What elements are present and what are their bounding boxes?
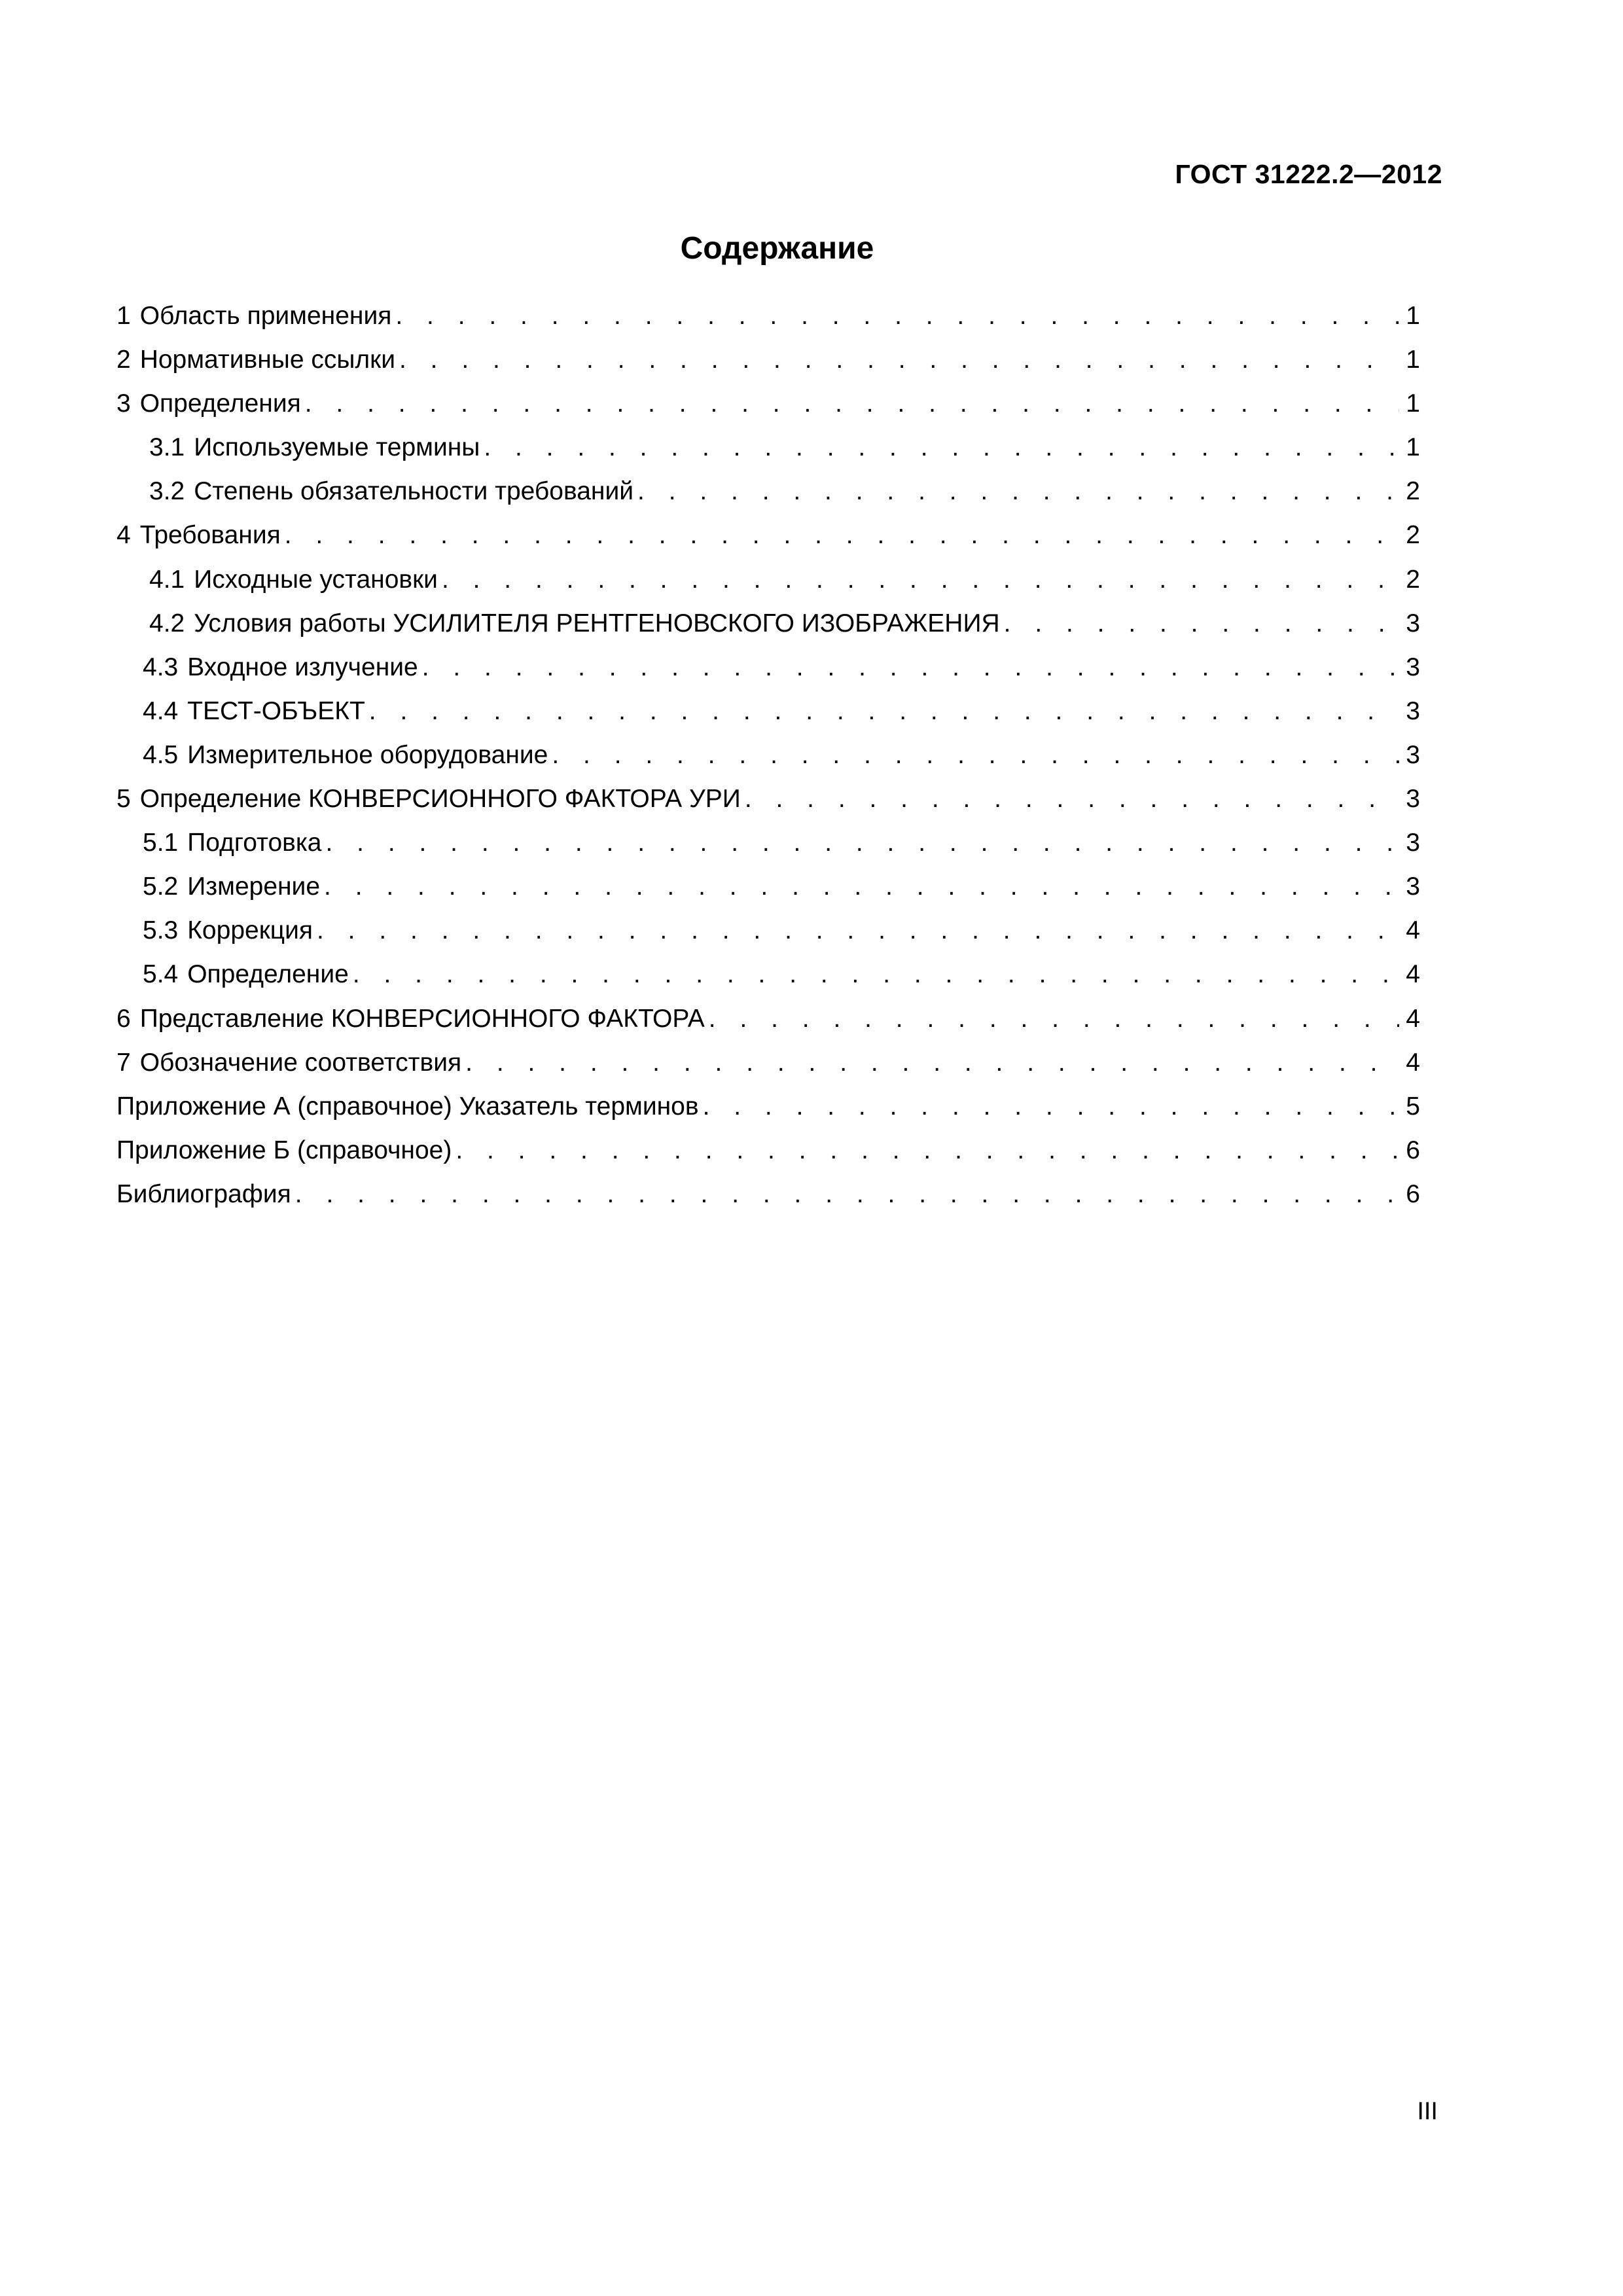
toc-entry-page: 3 — [1406, 872, 1420, 901]
toc-entry-title: Степень обязательности требований — [194, 477, 634, 506]
toc-entry-page: 3 — [1406, 696, 1420, 725]
toc-entry-title: Входное излучение — [187, 653, 418, 681]
dot-leader — [703, 1090, 1399, 1124]
toc-entry[interactable] — [116, 782, 1420, 826]
dot-leader — [395, 299, 1399, 333]
toc-entry-title: Исходные установки — [194, 565, 438, 594]
dot-leader — [637, 475, 1399, 509]
toc-entry-number: 6 — [116, 1004, 131, 1033]
toc-entry-page: 2 — [1406, 521, 1420, 550]
dot-leader — [399, 343, 1399, 377]
toc-entry-number: 1 — [116, 302, 131, 330]
toc-entry-page: 1 — [1406, 346, 1420, 374]
toc-entry[interactable] — [116, 958, 1420, 1001]
toc-entry[interactable] — [116, 518, 1420, 562]
toc-entry-number: 4.4 — [143, 696, 179, 725]
toc-entry-page: 1 — [1406, 389, 1420, 418]
dot-leader — [484, 431, 1399, 465]
dot-leader — [295, 1177, 1399, 1211]
dot-leader — [1004, 607, 1399, 641]
toc-entry[interactable] — [116, 1002, 1420, 1046]
toc-entry-title: Коррекция — [187, 916, 313, 945]
toc-entry[interactable] — [116, 738, 1420, 782]
toc-entry-number: 4.1 — [149, 565, 185, 594]
toc-title: Содержание — [680, 231, 874, 266]
toc-entry[interactable] — [116, 475, 1420, 518]
dot-leader — [285, 518, 1399, 552]
toc-entry[interactable] — [116, 607, 1420, 651]
toc-entry-title: Приложение Б (справочное) — [116, 1136, 452, 1164]
toc-entry-page: 3 — [1406, 829, 1420, 857]
dot-leader — [305, 387, 1399, 421]
toc-entry-number: 5 — [116, 785, 131, 814]
toc-entry-number: 7 — [116, 1048, 131, 1077]
toc-entry[interactable] — [116, 1177, 1420, 1221]
toc-entry-number: 4.3 — [143, 653, 179, 681]
toc-entry-title: Приложение А (справочное) Указатель терминов — [116, 1092, 699, 1121]
toc-entry-title: Библиография — [116, 1179, 291, 1208]
toc-entry[interactable] — [116, 343, 1420, 387]
toc-entry[interactable] — [116, 651, 1420, 694]
toc-entry-page: 3 — [1406, 609, 1420, 637]
toc-entry[interactable] — [116, 694, 1420, 738]
toc-entry-page: 3 — [1406, 653, 1420, 681]
toc-entry-number: 4.2 — [149, 609, 185, 637]
toc-entry-page: 3 — [1406, 785, 1420, 814]
page-number: III — [1417, 2098, 1438, 2125]
toc-entry-number: 3 — [116, 389, 131, 418]
toc-entry-number: 5.3 — [143, 916, 179, 945]
toc-entry[interactable] — [116, 299, 1420, 343]
toc-entry-number: 3.1 — [149, 433, 185, 462]
toc-entry-title: Подготовка — [187, 829, 322, 857]
dot-leader — [442, 563, 1399, 597]
toc-entry[interactable] — [116, 914, 1420, 958]
toc-entry-page: 4 — [1406, 916, 1420, 945]
toc-entry-page: 6 — [1406, 1179, 1420, 1208]
table-of-contents — [116, 299, 1420, 1221]
toc-entry-page: 1 — [1406, 302, 1420, 330]
toc-entry-title: Требования — [139, 521, 281, 550]
toc-entry-page: 3 — [1406, 740, 1420, 769]
dot-leader — [552, 738, 1399, 772]
toc-entry[interactable] — [116, 870, 1420, 914]
toc-entry[interactable] — [116, 563, 1420, 607]
toc-entry-number: 5.1 — [143, 829, 179, 857]
dot-leader — [317, 914, 1399, 948]
toc-entry-number: 5.2 — [143, 872, 179, 901]
toc-entry[interactable] — [116, 1090, 1420, 1134]
dot-leader — [353, 958, 1399, 992]
toc-entry-page: 6 — [1406, 1136, 1420, 1164]
dot-leader — [324, 870, 1399, 904]
toc-entry-title: Измерение — [187, 872, 321, 901]
dot-leader — [709, 1002, 1399, 1036]
toc-entry-title: Условия работы УСИЛИТЕЛЯ РЕНТГЕНОВСКОГО ИЗОБРАЖЕНИЯ — [194, 609, 1000, 637]
toc-entry-title: Обозначение соответствия — [139, 1048, 462, 1077]
toc-entry-page: 4 — [1406, 1004, 1420, 1033]
toc-entry[interactable] — [116, 431, 1420, 475]
toc-entry-title: Определение — [187, 960, 349, 989]
toc-entry[interactable] — [116, 387, 1420, 431]
toc-entry-page: 2 — [1406, 477, 1420, 506]
toc-entry-title: Область применения — [139, 302, 392, 330]
toc-entry-page: 4 — [1406, 960, 1420, 989]
toc-entry-title: Определения — [139, 389, 301, 418]
toc-entry-number: 4 — [116, 521, 131, 550]
toc-entry-page: 4 — [1406, 1048, 1420, 1077]
toc-entry[interactable] — [116, 826, 1420, 870]
dot-leader — [465, 1046, 1399, 1080]
toc-entry-number: 5.4 — [143, 960, 179, 989]
toc-entry-title: Используемые термины — [194, 433, 480, 462]
dot-leader — [455, 1134, 1399, 1168]
toc-entry-page: 2 — [1406, 565, 1420, 594]
toc-entry-title: Представление КОНВЕРСИОННОГО ФАКТОРА — [139, 1004, 705, 1033]
toc-entry-number: 4.5 — [143, 740, 179, 769]
toc-entry-title: Нормативные ссылки — [139, 346, 395, 374]
dot-leader — [745, 782, 1399, 816]
dot-leader — [422, 651, 1399, 685]
toc-entry-number: 2 — [116, 346, 131, 374]
toc-entry-title: Измерительное оборудование — [187, 740, 548, 769]
dot-leader — [325, 826, 1399, 860]
toc-entry-page: 5 — [1406, 1092, 1420, 1121]
toc-entry-title: ТЕСТ-ОБЪЕКТ — [187, 696, 365, 725]
toc-entry-page: 1 — [1406, 433, 1420, 462]
dot-leader — [369, 694, 1399, 728]
document-code: ГОСТ 31222.2—2012 — [1175, 159, 1442, 189]
toc-entry-number: 3.2 — [149, 477, 185, 506]
toc-entry[interactable] — [116, 1046, 1420, 1090]
toc-entry[interactable] — [116, 1134, 1420, 1177]
toc-entry-title: Определение КОНВЕРСИОННОГО ФАКТОРА УРИ — [139, 785, 741, 814]
